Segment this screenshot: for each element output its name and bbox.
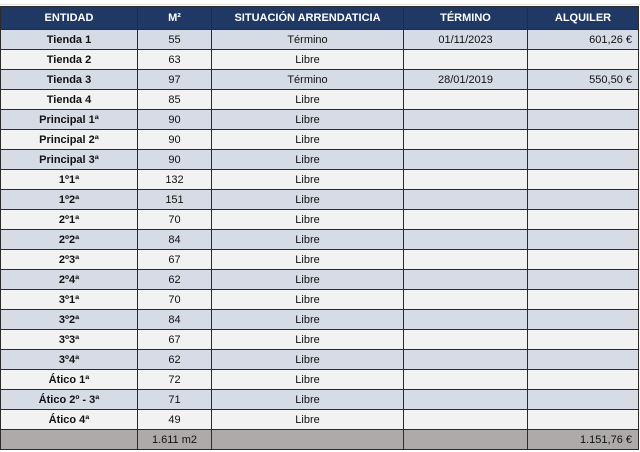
alquiler-cell[interactable] bbox=[528, 290, 639, 310]
header-entidad[interactable]: ENTIDAD bbox=[1, 7, 138, 30]
header-termino[interactable]: TÉRMINO bbox=[404, 7, 528, 30]
alquiler-cell[interactable]: 550,50 € bbox=[528, 70, 639, 90]
sheet-gridline bbox=[0, 4, 640, 5]
m2-cell[interactable]: 90 bbox=[138, 110, 212, 130]
entidad-cell[interactable]: Tienda 3 bbox=[1, 70, 138, 90]
m2-cell[interactable]: 90 bbox=[138, 150, 212, 170]
alquiler-cell[interactable] bbox=[528, 150, 639, 170]
situacion-cell[interactable]: Libre bbox=[212, 170, 404, 190]
entidad-cell[interactable]: Principal 3ª bbox=[1, 150, 138, 170]
table-row bbox=[1, 310, 639, 330]
termino-cell[interactable]: 28/01/2019 bbox=[404, 70, 528, 90]
termino-cell[interactable] bbox=[404, 50, 528, 70]
alquiler-cell[interactable] bbox=[528, 90, 639, 110]
m2-cell[interactable]: 72 bbox=[138, 370, 212, 390]
m2-cell[interactable]: 85 bbox=[138, 90, 212, 110]
table-row bbox=[1, 70, 639, 90]
termino-cell[interactable] bbox=[404, 250, 528, 270]
total-alquiler-cell[interactable]: 1.151,76 € bbox=[528, 430, 639, 450]
alquiler-cell[interactable] bbox=[528, 110, 639, 130]
table-row bbox=[1, 370, 639, 390]
alquiler-cell[interactable] bbox=[528, 390, 639, 410]
alquiler-cell[interactable] bbox=[528, 330, 639, 350]
m2-cell[interactable]: 70 bbox=[138, 210, 212, 230]
situacion-cell[interactable]: Libre bbox=[212, 110, 404, 130]
situacion-cell[interactable]: Término bbox=[212, 70, 404, 90]
entidad-cell[interactable]: 3º2ª bbox=[1, 310, 138, 330]
m2-cell[interactable]: 62 bbox=[138, 270, 212, 290]
m2-cell[interactable]: 84 bbox=[138, 230, 212, 250]
entidad-cell[interactable]: 1º2ª bbox=[1, 190, 138, 210]
m2-cell[interactable]: 55 bbox=[138, 30, 212, 50]
m2-cell[interactable]: 151 bbox=[138, 190, 212, 210]
m2-cell[interactable]: 84 bbox=[138, 310, 212, 330]
entidad-cell[interactable]: Principal 2ª bbox=[1, 130, 138, 150]
alquiler-cell[interactable] bbox=[528, 270, 639, 290]
alquiler-cell[interactable] bbox=[528, 410, 639, 430]
table-row bbox=[1, 130, 639, 150]
entidad-cell[interactable]: 2º3ª bbox=[1, 250, 138, 270]
table-row bbox=[1, 230, 639, 250]
table-row bbox=[1, 290, 639, 310]
situacion-cell[interactable]: Libre bbox=[212, 210, 404, 230]
m2-cell[interactable]: 90 bbox=[138, 130, 212, 150]
alquiler-cell[interactable] bbox=[528, 310, 639, 330]
alquiler-cell[interactable] bbox=[528, 130, 639, 150]
table-header bbox=[1, 7, 639, 30]
table-row bbox=[1, 210, 639, 230]
termino-cell[interactable] bbox=[404, 410, 528, 430]
header-m2[interactable]: M² bbox=[138, 7, 212, 30]
m2-cell[interactable]: 97 bbox=[138, 70, 212, 90]
situacion-cell[interactable]: Libre bbox=[212, 130, 404, 150]
termino-cell[interactable] bbox=[404, 130, 528, 150]
rental-table bbox=[0, 6, 639, 450]
entidad-cell[interactable]: Ático 4ª bbox=[1, 410, 138, 430]
termino-cell[interactable] bbox=[404, 370, 528, 390]
total-m2-cell[interactable]: 1.611 m2 bbox=[138, 430, 212, 450]
termino-cell[interactable] bbox=[404, 350, 528, 370]
alquiler-cell[interactable] bbox=[528, 230, 639, 250]
termino-cell[interactable] bbox=[404, 270, 528, 290]
table-row bbox=[1, 50, 639, 70]
table-row bbox=[1, 410, 639, 430]
situacion-cell[interactable]: Libre bbox=[212, 410, 404, 430]
termino-cell[interactable] bbox=[404, 390, 528, 410]
situacion-cell[interactable]: Libre bbox=[212, 250, 404, 270]
situacion-cell[interactable]: Libre bbox=[212, 270, 404, 290]
table-row bbox=[1, 390, 639, 410]
termino-cell[interactable] bbox=[404, 330, 528, 350]
entidad-cell[interactable]: 2º2ª bbox=[1, 230, 138, 250]
total-termino-cell[interactable] bbox=[404, 430, 528, 450]
entidad-cell[interactable]: 3º1ª bbox=[1, 290, 138, 310]
entidad-cell[interactable]: Principal 1ª bbox=[1, 110, 138, 130]
header-alquiler[interactable]: ALQUILER bbox=[528, 7, 639, 30]
m2-cell[interactable]: 67 bbox=[138, 330, 212, 350]
table-row bbox=[1, 250, 639, 270]
entidad-cell[interactable]: 2º4ª bbox=[1, 270, 138, 290]
alquiler-cell[interactable] bbox=[528, 190, 639, 210]
termino-cell[interactable] bbox=[404, 110, 528, 130]
situacion-cell[interactable]: Libre bbox=[212, 290, 404, 310]
total-situacion-cell[interactable] bbox=[212, 430, 404, 450]
entidad-cell[interactable]: Tienda 2 bbox=[1, 50, 138, 70]
m2-cell[interactable]: 70 bbox=[138, 290, 212, 310]
situacion-cell[interactable]: Libre bbox=[212, 230, 404, 250]
alquiler-cell[interactable] bbox=[528, 50, 639, 70]
alquiler-cell[interactable] bbox=[528, 210, 639, 230]
m2-cell[interactable]: 62 bbox=[138, 350, 212, 370]
termino-cell[interactable] bbox=[404, 230, 528, 250]
table-totals bbox=[1, 430, 639, 450]
entidad-cell[interactable]: Tienda 4 bbox=[1, 90, 138, 110]
table-row bbox=[1, 170, 639, 190]
m2-cell[interactable]: 63 bbox=[138, 50, 212, 70]
termino-cell[interactable] bbox=[404, 150, 528, 170]
entidad-cell[interactable]: 2º1ª bbox=[1, 210, 138, 230]
table-row bbox=[1, 330, 639, 350]
situacion-cell[interactable]: Término bbox=[212, 30, 404, 50]
m2-cell[interactable]: 67 bbox=[138, 250, 212, 270]
m2-cell[interactable]: 71 bbox=[138, 390, 212, 410]
termino-cell[interactable] bbox=[404, 90, 528, 110]
entidad-cell[interactable]: 3º4ª bbox=[1, 350, 138, 370]
alquiler-cell[interactable]: 601,26 € bbox=[528, 30, 639, 50]
situacion-cell[interactable]: Libre bbox=[212, 150, 404, 170]
table-row bbox=[1, 190, 639, 210]
totals-row bbox=[1, 430, 639, 450]
situacion-cell[interactable]: Libre bbox=[212, 50, 404, 70]
table-row bbox=[1, 350, 639, 370]
header-situacion[interactable]: SITUACIÓN ARRENDATICIA bbox=[212, 7, 404, 30]
m2-cell[interactable]: 49 bbox=[138, 410, 212, 430]
table-row bbox=[1, 90, 639, 110]
alquiler-cell[interactable] bbox=[528, 170, 639, 190]
table-row bbox=[1, 150, 639, 170]
entidad-cell[interactable]: Ático 1ª bbox=[1, 370, 138, 390]
m2-cell[interactable]: 132 bbox=[138, 170, 212, 190]
alquiler-cell[interactable] bbox=[528, 250, 639, 270]
situacion-cell[interactable]: Libre bbox=[212, 390, 404, 410]
termino-cell[interactable] bbox=[404, 210, 528, 230]
termino-cell[interactable] bbox=[404, 310, 528, 330]
termino-cell[interactable] bbox=[404, 190, 528, 210]
table-row bbox=[1, 270, 639, 290]
termino-cell[interactable] bbox=[404, 290, 528, 310]
table-row bbox=[1, 30, 639, 50]
situacion-cell[interactable]: Libre bbox=[212, 310, 404, 330]
situacion-cell[interactable]: Libre bbox=[212, 330, 404, 350]
alquiler-cell[interactable] bbox=[528, 370, 639, 390]
alquiler-cell[interactable] bbox=[528, 350, 639, 370]
entidad-cell[interactable]: 3º3ª bbox=[1, 330, 138, 350]
situacion-cell[interactable]: Libre bbox=[212, 350, 404, 370]
entidad-cell[interactable]: 1º1ª bbox=[1, 170, 138, 190]
situacion-cell[interactable]: Libre bbox=[212, 370, 404, 390]
entidad-cell[interactable]: Ático 2º - 3ª bbox=[1, 390, 138, 410]
table-body bbox=[1, 30, 639, 430]
situacion-cell[interactable]: Libre bbox=[212, 190, 404, 210]
situacion-cell[interactable]: Libre bbox=[212, 90, 404, 110]
table-row bbox=[1, 110, 639, 130]
termino-cell[interactable]: 01/11/2023 bbox=[404, 30, 528, 50]
termino-cell[interactable] bbox=[404, 170, 528, 190]
entidad-cell[interactable]: Tienda 1 bbox=[1, 30, 138, 50]
total-entidad-cell[interactable] bbox=[1, 430, 138, 450]
